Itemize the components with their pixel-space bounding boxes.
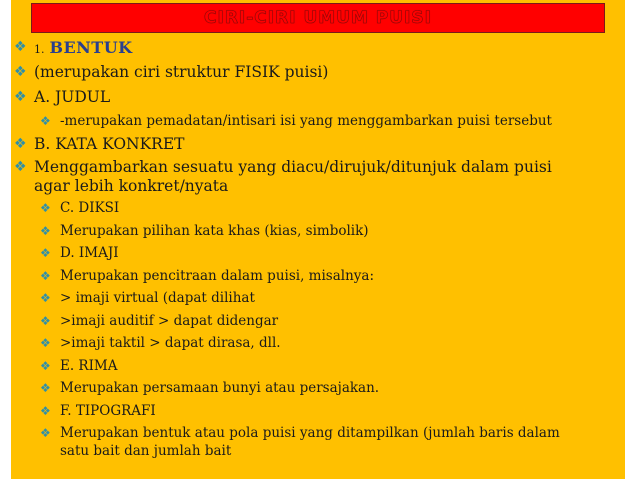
item-text: E. RIMA bbox=[60, 358, 118, 374]
list-item bbox=[40, 112, 552, 130]
item-text: (merupakan ciri struktur FISIK puisi) bbox=[34, 63, 329, 81]
diamond-bullet-icon: ❖ bbox=[14, 136, 27, 152]
diamond-bullet-icon: ❖ bbox=[40, 404, 51, 418]
list-item bbox=[14, 88, 110, 107]
list-item bbox=[40, 357, 118, 375]
item-text-continued: agar lebih konkret/nyata bbox=[34, 177, 229, 195]
list-item bbox=[40, 424, 560, 460]
item-text: Merupakan pilihan kata khas (kias, simbolik) bbox=[60, 223, 369, 239]
item-text: Merupakan bentuk atau pola puisi yang ditampilkan (jumlah baris dalam bbox=[60, 425, 560, 441]
list-item bbox=[40, 379, 379, 397]
list-item bbox=[14, 158, 552, 196]
item-text-continued: satu bait dan jumlah bait bbox=[60, 443, 232, 459]
diamond-bullet-icon: ❖ bbox=[40, 201, 51, 215]
diamond-bullet-icon: ❖ bbox=[14, 64, 27, 80]
list-item bbox=[14, 135, 185, 154]
diamond-bullet-icon: ❖ bbox=[40, 114, 51, 128]
list-item bbox=[40, 289, 255, 307]
item-text: B. KATA KONKRET bbox=[34, 135, 185, 153]
diamond-bullet-icon: ❖ bbox=[40, 336, 51, 350]
item-text: > imaji virtual (dapat dilihat bbox=[60, 290, 255, 306]
item-text: -merupakan pemadatan/intisari isi yang menggambarkan puisi tersebut bbox=[60, 113, 552, 129]
item-text: Merupakan persamaan bunyi atau persajakan. bbox=[60, 380, 380, 396]
item-text: >imaji taktil > dapat dirasa, dll. bbox=[60, 335, 281, 351]
item-text: D. IMAJI bbox=[60, 245, 119, 261]
slide-title: CIRI-CIRI UMUM PUISI bbox=[204, 8, 432, 28]
item-text: F. TIPOGRAFI bbox=[60, 403, 156, 419]
item-text: A. JUDUL bbox=[34, 88, 111, 106]
diamond-bullet-icon: ❖ bbox=[40, 359, 51, 373]
item-text: >imaji auditif > dapat didengar bbox=[60, 313, 279, 329]
diamond-bullet-icon: ❖ bbox=[14, 159, 27, 175]
list-item bbox=[40, 312, 278, 330]
diamond-bullet-icon: ❖ bbox=[40, 291, 51, 305]
list-item bbox=[40, 199, 119, 217]
list-item bbox=[40, 222, 369, 240]
list-item bbox=[40, 244, 119, 262]
item-number: 1. bbox=[34, 43, 45, 56]
list-item bbox=[40, 267, 374, 285]
heading-bentuk: BENTUK bbox=[49, 38, 133, 57]
list-item bbox=[14, 38, 133, 59]
item-text: C. DIKSI bbox=[60, 200, 120, 216]
list-item bbox=[14, 63, 328, 82]
diamond-bullet-icon: ❖ bbox=[40, 426, 51, 440]
diamond-bullet-icon: ❖ bbox=[14, 89, 27, 105]
list-item bbox=[40, 334, 281, 352]
item-text: Merupakan pencitraan dalam puisi, misalnya: bbox=[60, 268, 374, 284]
list-item bbox=[40, 402, 156, 420]
title-bar bbox=[31, 3, 605, 33]
diamond-bullet-icon: ❖ bbox=[40, 224, 51, 238]
diamond-bullet-icon: ❖ bbox=[40, 381, 51, 395]
diamond-bullet-icon: ❖ bbox=[40, 269, 51, 283]
diamond-bullet-icon: ❖ bbox=[40, 314, 51, 328]
diamond-bullet-icon: ❖ bbox=[14, 39, 27, 55]
item-text: Menggambarkan sesuatu yang diacu/dirujuk/ditunjuk dalam puisi bbox=[34, 158, 552, 176]
diamond-bullet-icon: ❖ bbox=[40, 246, 51, 260]
